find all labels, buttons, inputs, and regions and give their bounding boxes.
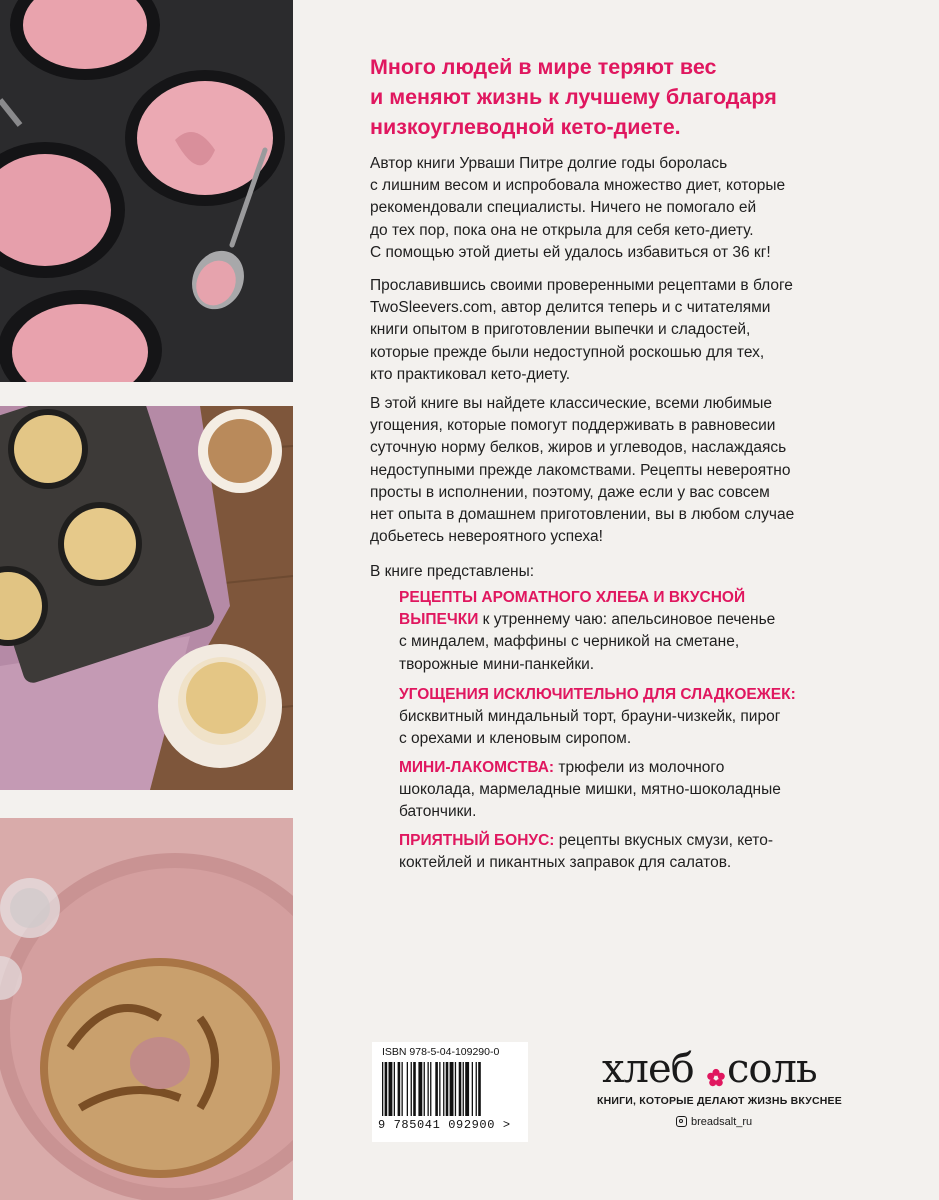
headline [370,52,890,142]
social-handle-text: breadsalt_ru [691,1116,753,1128]
barcode-bar [418,1062,422,1116]
contents-intro: В книге представлены: [370,563,535,580]
text-line: рекомендовали специалисты. Ничего не помогало ей [370,199,757,217]
photo-poppy-muffins [0,406,293,790]
text-line: которые прежде были недоступной роскошью для тех, [370,343,765,361]
paragraph-blog [370,275,870,386]
feature-heading: ВЫПЕЧКИ [399,611,479,629]
text-line: Автор книги Урваши Питре долгие годы боролась [370,155,728,172]
paragraph-author [370,153,870,264]
feature-mini [399,757,869,824]
headline-line: Много людей в мире теряют вес [370,55,717,79]
text-line: добьетесь невероятного успеха! [370,528,603,546]
barcode-bar [398,1062,401,1116]
text-line: С помощью этой диеты ей удалось избавиться от 36 кг! [370,243,771,261]
text-line: кто практиковал кето-диету. [370,365,571,383]
text-line: угощения, которые помогут поддерживать в равновесии [370,417,776,435]
barcode-bar [435,1062,438,1116]
feature-text: с орехами и кленовым сиропом. [399,730,632,748]
text-line: просты в исполнении, поэтому, даже если у вас совсем [370,483,770,501]
text-line: В этой книге вы найдете классические, всеми любимые [370,395,773,412]
barcode-bar [430,1062,431,1116]
headline-line: и меняют жизнь к лучшему благодаря [370,85,777,109]
isbn-label: ISBN 978-5-04-109290-0 [382,1046,500,1058]
text-line: нет опыта в домашнем приготовлении, вы в любом случае [370,506,795,524]
text-line: недоступными прежде лакомствами. Рецепты невероятно [370,461,791,479]
feature-heading: ПРИЯТНЫЙ БОНУС: [399,832,555,849]
photo-pink-mousse [0,0,293,382]
barcode-bar [402,1062,403,1116]
feature-bonus [399,830,869,874]
isbn-barcode [372,1042,528,1142]
logo-text-right: соль [727,1046,817,1092]
feature-heading: РЕЦЕПТЫ АРОМАТНОГО ХЛЕБА И ВКУСНОЙ [399,589,746,606]
feature-bread [399,587,869,676]
feature-text: с миндалем, маффины с черникой на сметане, [399,633,740,651]
barcode-bar [472,1062,473,1116]
text-line: книги опытом в приготовлении выпечки и сладостей, [370,321,751,339]
barcode-bar [446,1062,449,1116]
feature-text: рецепты вкусных смузи, кето- [554,832,773,849]
feature-text: коктейлей и пикантных заправок для салатов. [399,854,732,872]
text-line: TwoSleevers.com, автор делится теперь и с читателями [370,299,771,317]
text-line: Прославившись своими проверенными рецептами в блоге [370,277,793,294]
barcode-bar [455,1062,456,1116]
feature-heading: УГОЩЕНИЯ ИСКЛЮЧИТЕЛЬНО ДЛЯ СЛАДКОЕЖЕК: [399,686,796,703]
barcode-bar [389,1062,393,1116]
paragraph-book [370,393,870,548]
logo-text-left: хлеб [602,1046,694,1092]
barcode-bar [450,1062,454,1116]
barcode-bar [382,1062,383,1116]
barcode-bar [413,1062,416,1116]
barcode-bar [411,1062,412,1116]
barcode-bar [424,1062,425,1116]
barcode-bar [478,1062,481,1116]
text-line: до тех пор, пока она не открыла для себя кето-диету. [370,221,754,239]
barcode-bar [465,1062,469,1116]
barcode-bar [394,1062,395,1116]
feature-text: шоколада, мармеладные мишки, мятно-шоколадные [399,781,781,799]
headline-line: низкоуглеводной кето-диете. [370,115,681,139]
isbn-digits: 9 785041 092900 > [378,1118,511,1132]
feature-text: батончики. [399,803,477,821]
barcode-bar [459,1062,462,1116]
feature-sweets [399,684,869,751]
barcode-bar [385,1062,388,1116]
barcode-bar [443,1062,444,1116]
barcode-bar [407,1062,408,1116]
publisher-tagline: КНИГИ, КОТОРЫЕ ДЕЛАЮТ ЖИЗНЬ ВКУСНЕЕ [597,1095,842,1107]
feature-text: трюфели из молочного [554,759,725,776]
flower-icon [706,1068,726,1093]
text-line: с лишним весом и испробовала множество диет, которые [370,177,786,195]
barcode-bar [439,1062,440,1116]
feature-text: к утреннему чаю: апельсиновое печенье [478,611,776,629]
publisher-logo [598,1046,848,1096]
photo-bundt-cake [0,818,293,1200]
feature-text: творожные мини-панкейки. [399,655,595,673]
text-line: суточную норму белков, жиров и углеводов, наслаждаясь [370,439,787,457]
instagram-icon [676,1116,687,1127]
barcode-bar [476,1062,477,1116]
barcode-bar [428,1062,429,1116]
feature-heading: МИНИ-ЛАКОМСТВА: [399,759,555,776]
social-handle[interactable] [676,1116,752,1128]
barcode-graphic [378,1062,522,1118]
feature-text: бисквитный миндальный торт, брауни-чизкейк, пирог [399,708,781,726]
barcode-bar [463,1062,464,1116]
